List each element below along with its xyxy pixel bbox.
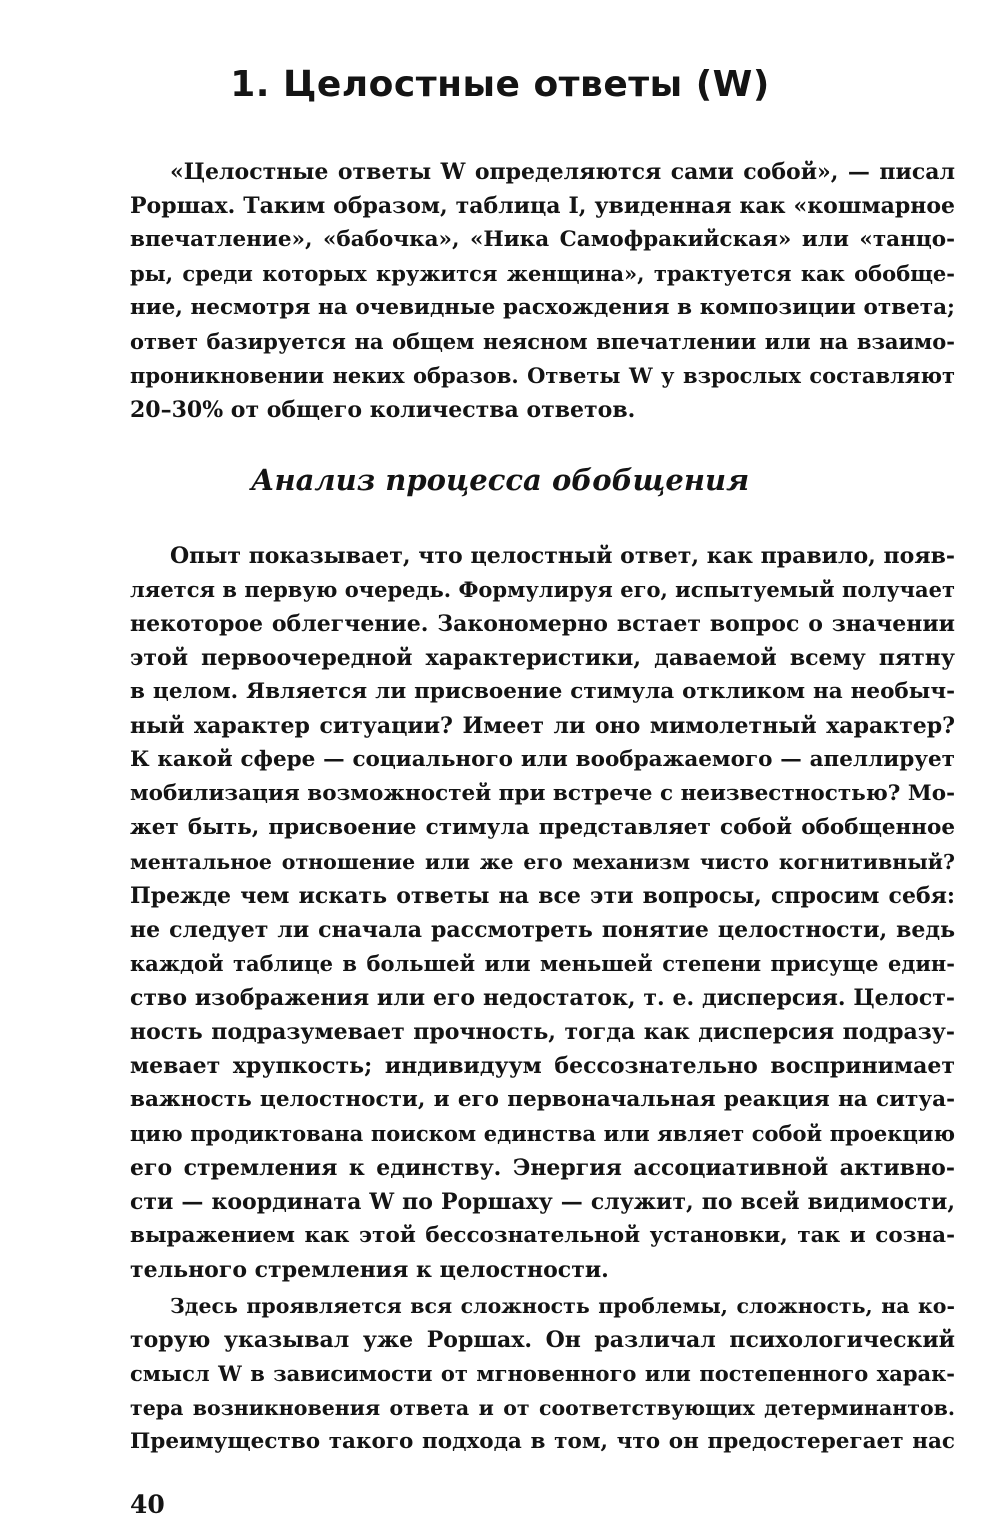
text-line: ответ базируется на общем неясном впечатлении или на взаимо- (130, 329, 955, 354)
text-line: некоторое облегчение. Закономерно встает вопрос о значении (130, 611, 955, 637)
text-line: Здесь проявляется вся сложность проблемы, сложность, на ко- (170, 1294, 955, 1318)
text-line: важность целостности, и его первоначальная реакция на ситуа- (130, 1087, 955, 1112)
text-line: ность подразумевает прочность, тогда как дисперсия подразу- (130, 1019, 955, 1045)
text-line: ство изображения или его недостаток, т. е. дисперсия. Целост- (130, 985, 955, 1011)
text-line: Опыт показывает, что целостный ответ, как правило, появ- (170, 543, 955, 569)
text-line: ментальное отношение или же его механизм чисто когнитивный? (130, 850, 955, 874)
page-number: 40 (130, 1490, 165, 1519)
text-line: ный характер ситуации? Имеет ли оно мимолетный характер? (130, 713, 955, 739)
text-line: Прежде чем искать ответы на все эти вопросы, спросим себя: (130, 883, 955, 909)
text-line: смысл W в зависимости от мгновенного или постепенного харак- (130, 1361, 955, 1386)
text-line: К какой сфере — социального или воображаемого — апеллирует (130, 747, 955, 772)
text-line: торую указывал уже Роршах. Он различал психологический (130, 1327, 955, 1353)
text-line: Преимущество такого подхода в том, что он предостерегает нас (130, 1429, 955, 1454)
text-line: впечатление», «бабочка», «Ника Самофракийская» или «танцо- (130, 227, 955, 252)
text-line: не следует ли сначала рассмотреть понятие целостности, ведь (130, 917, 955, 943)
text-line: ние, несмотря на очевидные расхождения в композиции ответа; (130, 295, 955, 320)
text-line: 20–30% от общего количества ответов. (130, 397, 636, 423)
text-line: в целом. Является ли присвоение стимула откликом на необыч- (130, 679, 955, 704)
text-line: этой первоочередной характеристики, даваемой всему пятну (130, 645, 955, 671)
text-line: проникновении неких образов. Ответы W у взрослых составляют (130, 363, 955, 388)
text-line: ры, среди которых кружится женщина», трактуется как обобще- (130, 261, 955, 286)
chapter-title: 1. Целостные ответы (W) (230, 64, 770, 105)
text-line: «Целостные ответы W определяются сами собой», — писал (170, 159, 955, 185)
text-line: каждой таблице в большей или меньшей степени присуще един- (130, 951, 955, 976)
text-line: выражением как этой бессознательной установки, так и созна- (130, 1223, 955, 1248)
text-line: тера возникновения ответа и от соответствующих детерминантов. (130, 1396, 955, 1420)
text-line: мобилизация возможностей при встрече с неизвестностью? Мо- (130, 781, 955, 806)
text-line: его стремления к единству. Энергия ассоциативной активно- (130, 1155, 955, 1181)
text-line: тельного стремления к целостности. (130, 1257, 609, 1283)
text-line: мевает хрупкость; индивидуум бессознательно воспринимает (130, 1053, 955, 1079)
text-line: Роршах. Таким образом, таблица I, увиденная как «кошмарное (130, 193, 955, 219)
section-title: Анализ процесса обобщения (250, 463, 750, 497)
text-line: жет быть, присвоение стимула представляет собой обобщенное (130, 815, 955, 840)
text-line: цию продиктована поиском единства или являет собой проекцию (130, 1121, 955, 1146)
text-line: ляется в первую очередь. Формулируя его, испытуемый получает (130, 577, 955, 602)
text-line: сти — координата W по Роршаху — служит, по всей видимости, (130, 1189, 955, 1215)
